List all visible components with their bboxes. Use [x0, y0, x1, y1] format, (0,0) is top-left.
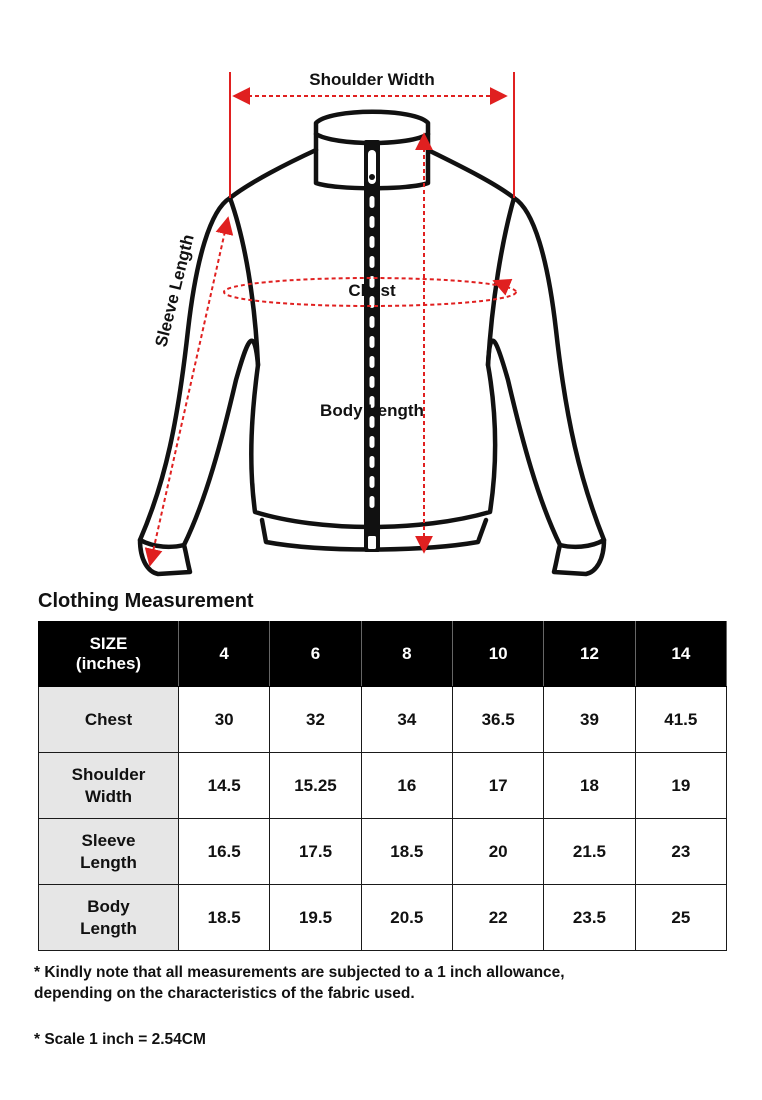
table-row [39, 687, 727, 753]
table-cell: 16 [361, 753, 452, 819]
size-column-header: 6 [270, 622, 361, 687]
table-cell: 30 [179, 687, 270, 753]
section-title: Clothing Measurement [38, 590, 254, 612]
zipper [364, 140, 380, 552]
table-cell: 23.5 [544, 885, 635, 951]
size-column-header: 4 [179, 622, 270, 687]
size-column-header: 10 [452, 622, 543, 687]
table-cell: 17.5 [270, 819, 361, 885]
scale-note: * Scale 1 inch = 2.54CM [34, 1031, 206, 1048]
table-cell: 23 [635, 819, 726, 885]
table-row [39, 753, 727, 819]
table-header-row [39, 622, 727, 687]
table-row [39, 885, 727, 951]
table-row [39, 819, 727, 885]
row-label-body-length: Body Length [39, 885, 179, 951]
row-label-chest: Chest [39, 687, 179, 753]
table-cell: 32 [270, 687, 361, 753]
sleeve-length-label: Sleeve Length [151, 232, 198, 349]
table-cell: 18.5 [179, 885, 270, 951]
table-cell: 25 [635, 885, 726, 951]
table-cell: 16.5 [179, 819, 270, 885]
row-label-sleeve-length: Sleeve Length [39, 819, 179, 885]
table-cell: 20.5 [361, 885, 452, 951]
table-cell: 22 [452, 885, 543, 951]
table-cell: 19.5 [270, 885, 361, 951]
shoulder-width-label: Shoulder Width [309, 70, 435, 89]
table-cell: 20 [452, 819, 543, 885]
table-cell: 18 [544, 753, 635, 819]
table-cell: 19 [635, 753, 726, 819]
table-cell: 41.5 [635, 687, 726, 753]
table-cell: 15.25 [270, 753, 361, 819]
size-header-cell: SIZE (inches) [39, 622, 179, 687]
table-cell: 17 [452, 753, 543, 819]
table-cell: 36.5 [452, 687, 543, 753]
table-cell: 21.5 [544, 819, 635, 885]
table-cell: 18.5 [361, 819, 452, 885]
table-cell: 14.5 [179, 753, 270, 819]
right-sleeve [488, 198, 604, 574]
body-length-label: Body Length [320, 401, 424, 420]
chest-label: Chest [348, 281, 396, 300]
size-column-header: 12 [544, 622, 635, 687]
size-chart-table [38, 621, 727, 951]
allowance-note: * Kindly note that all measurements are subjected to a 1 inch allowance, depending on the characteristics of the fabric used. [34, 964, 565, 1002]
size-column-header: 14 [635, 622, 726, 687]
left-sleeve [140, 198, 258, 574]
size-column-header: 8 [361, 622, 452, 687]
table-cell: 34 [361, 687, 452, 753]
table-cell: 39 [544, 687, 635, 753]
row-label-shoulder-width: Shoulder Width [39, 753, 179, 819]
